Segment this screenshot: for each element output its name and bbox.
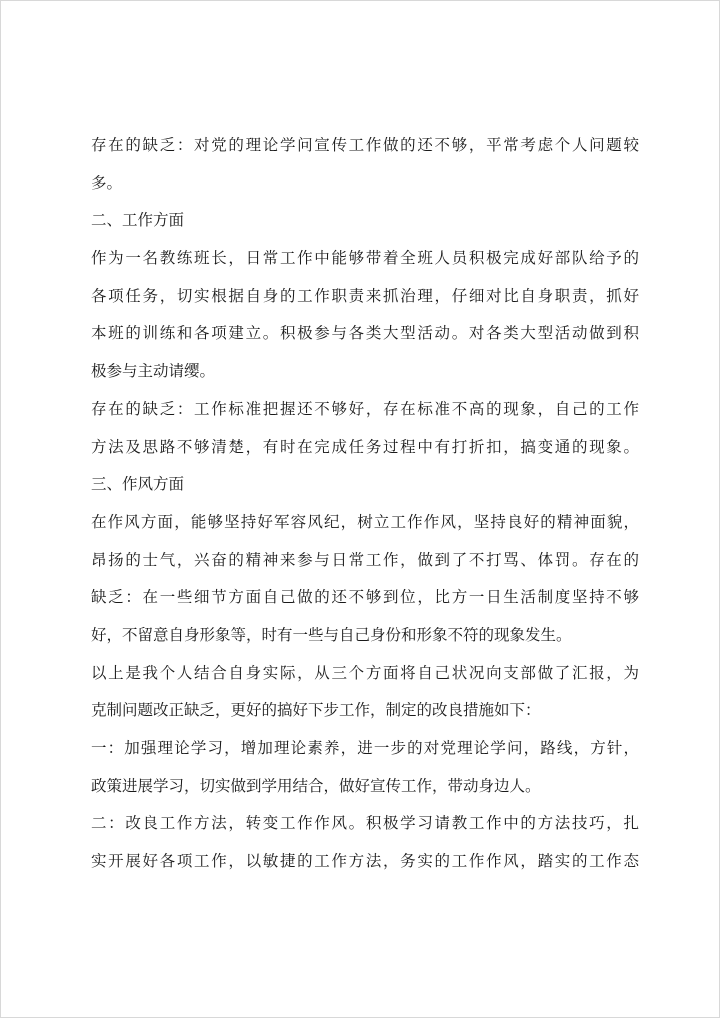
text-line: 政策进展学习，切实做到学用结合，做好宣传工作，带动身边人。: [91, 776, 541, 795]
text-line: 在作风方面，能够坚持好军容风纪，树立工作作风，坚持良好的精神面貌，: [91, 512, 639, 531]
text-line: 克制问题改正缺乏，更好的搞好下步工作，制定的改良措施如下：: [91, 701, 541, 720]
text-line: 二、工作方面: [91, 211, 185, 230]
text-line: 昂扬的士气，兴奋的精神来参与日常工作，做到了不打骂、体罚。存在的: [91, 550, 639, 569]
text-line: 本班的训练和各项建立。积极参与各类大型活动。对各类大型活动做到积: [91, 324, 639, 343]
text-line: 二：改良工作方法，转变工作作风。积极学习请教工作中的方法技巧，扎: [91, 814, 639, 833]
text-line: 多。: [91, 173, 123, 192]
text-line: 作为一名教练班长，日常工作中能够带着全班人员积极完成好部队给予的: [91, 249, 639, 268]
text-line: 存在的缺乏：对党的理论学问宣传工作做的还不够，平常考虑个人问题较: [91, 136, 639, 154]
text-line: 存在的缺乏：工作标准把握还不够好，存在标准不高的现象，自己的工作: [91, 399, 639, 418]
text-line: 极参与主动请缨。: [91, 362, 216, 381]
text-line: 方法及思路不够清楚，有时在完成任务过程中有打折扣，搞变通的现象。: [91, 437, 639, 456]
text-line: 缺乏：在一些细节方面自己做的还不够到位，比方一日生活制度坚持不够: [91, 588, 639, 607]
text-line: 实开展好各项工作，以敏捷的工作方法，务实的工作作风，踏实的工作态: [91, 852, 639, 871]
text-line: 以上是我个人结合自身实际，从三个方面将自己状况向支部做了汇报，为: [91, 663, 639, 682]
text-line: 一：加强理论学习，增加理论素养，进一步的对党理论学问，路线，方针，: [91, 739, 639, 757]
text-line: 三、作风方面: [91, 475, 185, 494]
document-body: [91, 127, 639, 881]
text-line: 各项任务，切实根据自身的工作职责来抓治理，仔细对比自身职责，抓好: [91, 286, 639, 305]
text-line: 好，不留意自身形象等，时有一些与自己身份和形象不符的现象发生。: [91, 625, 572, 644]
